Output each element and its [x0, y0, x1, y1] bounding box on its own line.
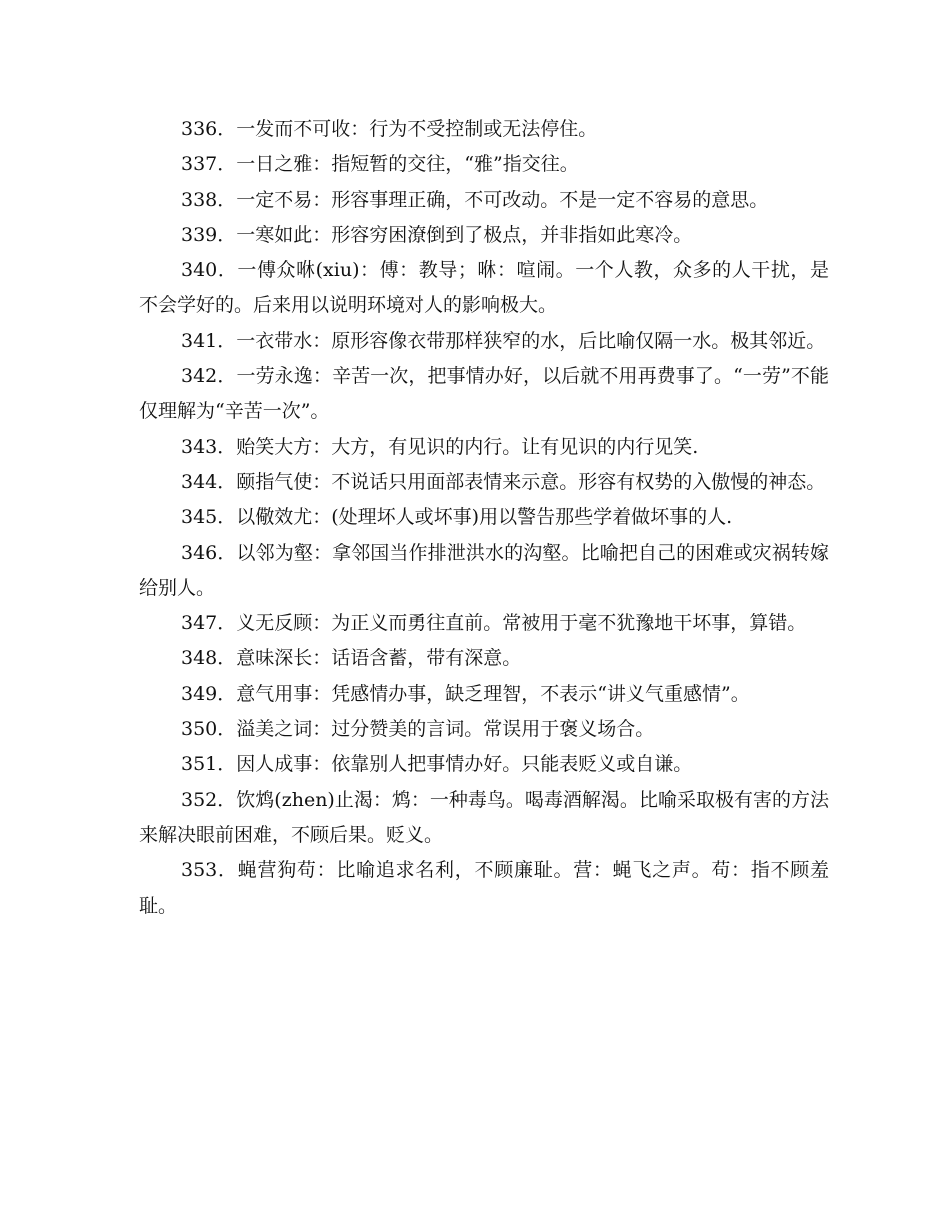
idiom-entry-342: 342．一劳永逸：辛苦一次，把事情办好，以后就不用再费事了。“一劳”不能仅理解为“辛苦一次”。: [139, 365, 829, 423]
idiom-entry-338: 338．一定不易：形容事理正确，不可改动。不是一定不容易的意思。: [181, 188, 769, 211]
idiom-entry-347: 347．义无反顾：为正义而勇往直前。常被用于毫不犹豫地干坏事，算错。: [181, 612, 807, 635]
idiom-entry-340: 340．一傅众咻(xiu)：傅：教导；咻：喧闹。一个人教，众多的人干扰，是不会学好的。后来用以说明环境对人的影响极大。: [139, 259, 829, 317]
idiom-entry-341: 341．一衣带水：原形容像衣带那样狭窄的水，后比喻仅隔一水。极其邻近。: [181, 329, 826, 352]
idiom-entry-346: 346．以邻为壑：拿邻国当作排泄洪水的沟壑。比喻把自己的困难或灾祸转嫁给别人。: [139, 541, 829, 599]
idiom-entry-345: 345．以儆效尤：(处理坏人或坏事)用以警告那些学着做坏事的人.: [181, 506, 733, 529]
idiom-entry-337: 337．一日之雅：指短暂的交往，“雅”指交往。: [181, 153, 579, 176]
idiom-list: [139, 112, 829, 924]
idiom-entry-339: 339．一寒如此：形容穷困潦倒到了极点，并非指如此寒冷。: [181, 223, 693, 246]
idiom-entry-353: 353．蝇营狗苟：比喻追求名利，不顾廉耻。营：蝇飞之声。苟：指不顾羞耻。: [139, 859, 829, 917]
idiom-entry-350: 350．溢美之词：过分赞美的言词。常误用于褒义场合。: [181, 718, 655, 741]
idiom-entry-351: 351．因人成事：依靠别人把事情办好。只能表贬义或自谦。: [181, 753, 693, 776]
idiom-entry-344: 344．颐指气使：不说话只用面部表情来示意。形容有权势的入傲慢的神态。: [181, 470, 826, 493]
idiom-entry-352: 352．饮鸩(zhen)止渴：鸩：一种毒鸟。喝毒酒解渴。比喻采取极有害的方法来解决眼前困难，不顾后果。贬义。: [139, 788, 829, 846]
idiom-entry-348: 348．意味深长：话语含蓄，带有深意。: [181, 647, 522, 670]
idiom-entry-349: 349．意气用事：凭感情办事，缺乏理智，不表示“讲义气重感情”。: [181, 682, 750, 705]
idiom-entry-343: 343．贻笑大方：大方，有见识的内行。让有见识的内行见笑.: [181, 435, 699, 458]
idiom-entry-336: 336．一发而不可收：行为不受控制或无法停住。: [181, 118, 598, 140]
